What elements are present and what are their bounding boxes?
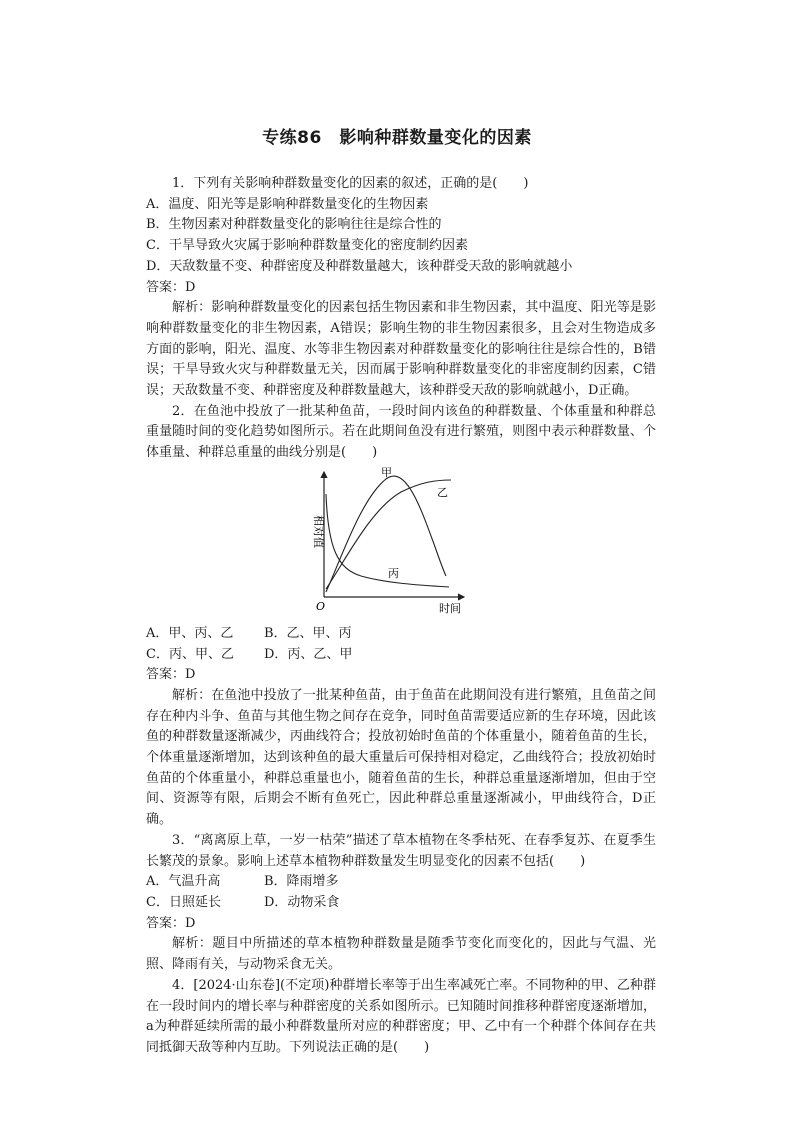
q1-answer: 答案：D [146, 279, 196, 295]
q2-analysis: 解析：在鱼池中投放了一批某种鱼苗，由于鱼苗在此期间没有进行繁殖，且鱼苗之间存在种内斗争、鱼苗与其他生物之间存在竞争，同时鱼苗需要适应新的生存环境，因此该鱼的种群数量逐渐减少，丙曲线符合；投放初始时鱼苗的个体重量小，随着鱼苗的生长，个体重量逐渐增加，达到该种鱼的最大重量后可保持相对稳定，乙曲线符合；投放初始时鱼苗的个体重量小，种群总重量也小，随着鱼苗的生长，种群总重量逐渐增加，但由于空间、资源等有限，后期会不断有鱼死亡，因此种群总重量逐渐减小，甲曲线符合，D正确。 [146, 687, 656, 828]
q3-answer: 答案：D [146, 915, 196, 931]
q1-option-b: B．生物因素对种群数量变化的影响往往是综合性的 [146, 217, 442, 233]
curve-jia [326, 476, 446, 592]
q1-analysis: 解析：影响种群数量变化的因素包括生物因素和非生物因素，其中温度、阳光等是影响种群数量变化的非生物因素，A错误；影响生物的非生物因素很多，且会对生物造成多方面的影响，阳光、温度、水等非生物因素对种群数量变化的影响往往是综合性的，B错误；干旱导致火灾与种群数量无关，因而属于影响种群数量变化的非密度制约因素，C错误；天敌数量不变、种群密度及种群数量越大，该种群受天敌的影响就越小，D正确。 [146, 300, 656, 399]
q1-option-c: C．干旱导致火灾属于影响种群数量变化的密度制约因素 [146, 238, 468, 254]
q1-option-d: D．天敌数量不变、种群密度及种群数量越大，该种群受天敌的影响就越小 [146, 258, 573, 274]
label-bing: 丙 [388, 566, 399, 580]
origin-label: O [316, 599, 326, 613]
q3-analysis: 解析：题目中所描述的草本植物种群数量是随季节变化而变化的，因此与气温、光照、降雨有关，与动物采食无关。 [146, 936, 656, 973]
curve-graph [312, 464, 496, 615]
question-content [146, 174, 656, 1059]
q2-option-c: C．丙、甲、乙 [146, 646, 234, 662]
q2-option-b: B．乙、甲、丙 [264, 625, 352, 641]
page-title: 专练86 影响种群数量变化的因素 [262, 128, 532, 148]
q2-option-a: A．甲、丙、乙 [146, 625, 234, 641]
q2-options-row-2 [146, 645, 656, 666]
q1-stem: 1．下列有关影响种群数量变化的因素的叙述，正确的是( ) [172, 176, 529, 191]
q2-stem: 2．在鱼池中投放了一批某种鱼苗，一段时间内该鱼的种群数量、个体重量和种群总重量随时间的变化趋势如图所示。若在此期间鱼没有进行繁殖，则图中表示种群数量、个体重量、种群总重量的曲线分别是( ) [146, 403, 656, 461]
q1-option-a: A．温度、阳光等是影响种群数量变化的生物因素 [146, 196, 429, 212]
q2-option-d: D．丙、乙、甲 [264, 646, 353, 662]
q2-options-row-1 [146, 624, 656, 645]
label-jia: 甲 [381, 465, 392, 479]
q4-stem: 4．[2024·山东卷](不定项)种群增长率等于出生率减死亡率。不同物种的甲、乙种群在一段时间内的增长率与种群密度的关系如图所示。已知随时间推移种群密度逐渐增加，a为种群延续所需的最小种群数量所对应的种群密度；甲、乙中有一个种群个体间存在共同抵御天敌等种内互助。下列说法正确的是( ) [146, 977, 656, 1055]
q2-figure [146, 464, 656, 624]
q3-option-c: C．日照延长 [146, 894, 221, 910]
q3-stem: 3．“离离原上草，一岁一枯荣”描述了草本植物在冬季枯死、在春季复苏、在夏季生长繁茂的景象。影响上述草本植物种群数量发生明显变化的因素不包括( ) [146, 832, 656, 869]
y-axis-label: 相对值 [312, 514, 325, 548]
q3-options-row-1 [146, 872, 656, 893]
q3-option-b: B．降雨增多 [264, 874, 339, 890]
q3-option-d: D．动物采食 [264, 894, 340, 910]
label-yi: 乙 [437, 485, 448, 499]
q2-answer: 答案：D [146, 667, 196, 683]
q3-options-row-2 [146, 893, 656, 914]
q3-option-a: A．气温升高 [146, 874, 221, 890]
x-axis-label: 时间 [439, 601, 461, 615]
